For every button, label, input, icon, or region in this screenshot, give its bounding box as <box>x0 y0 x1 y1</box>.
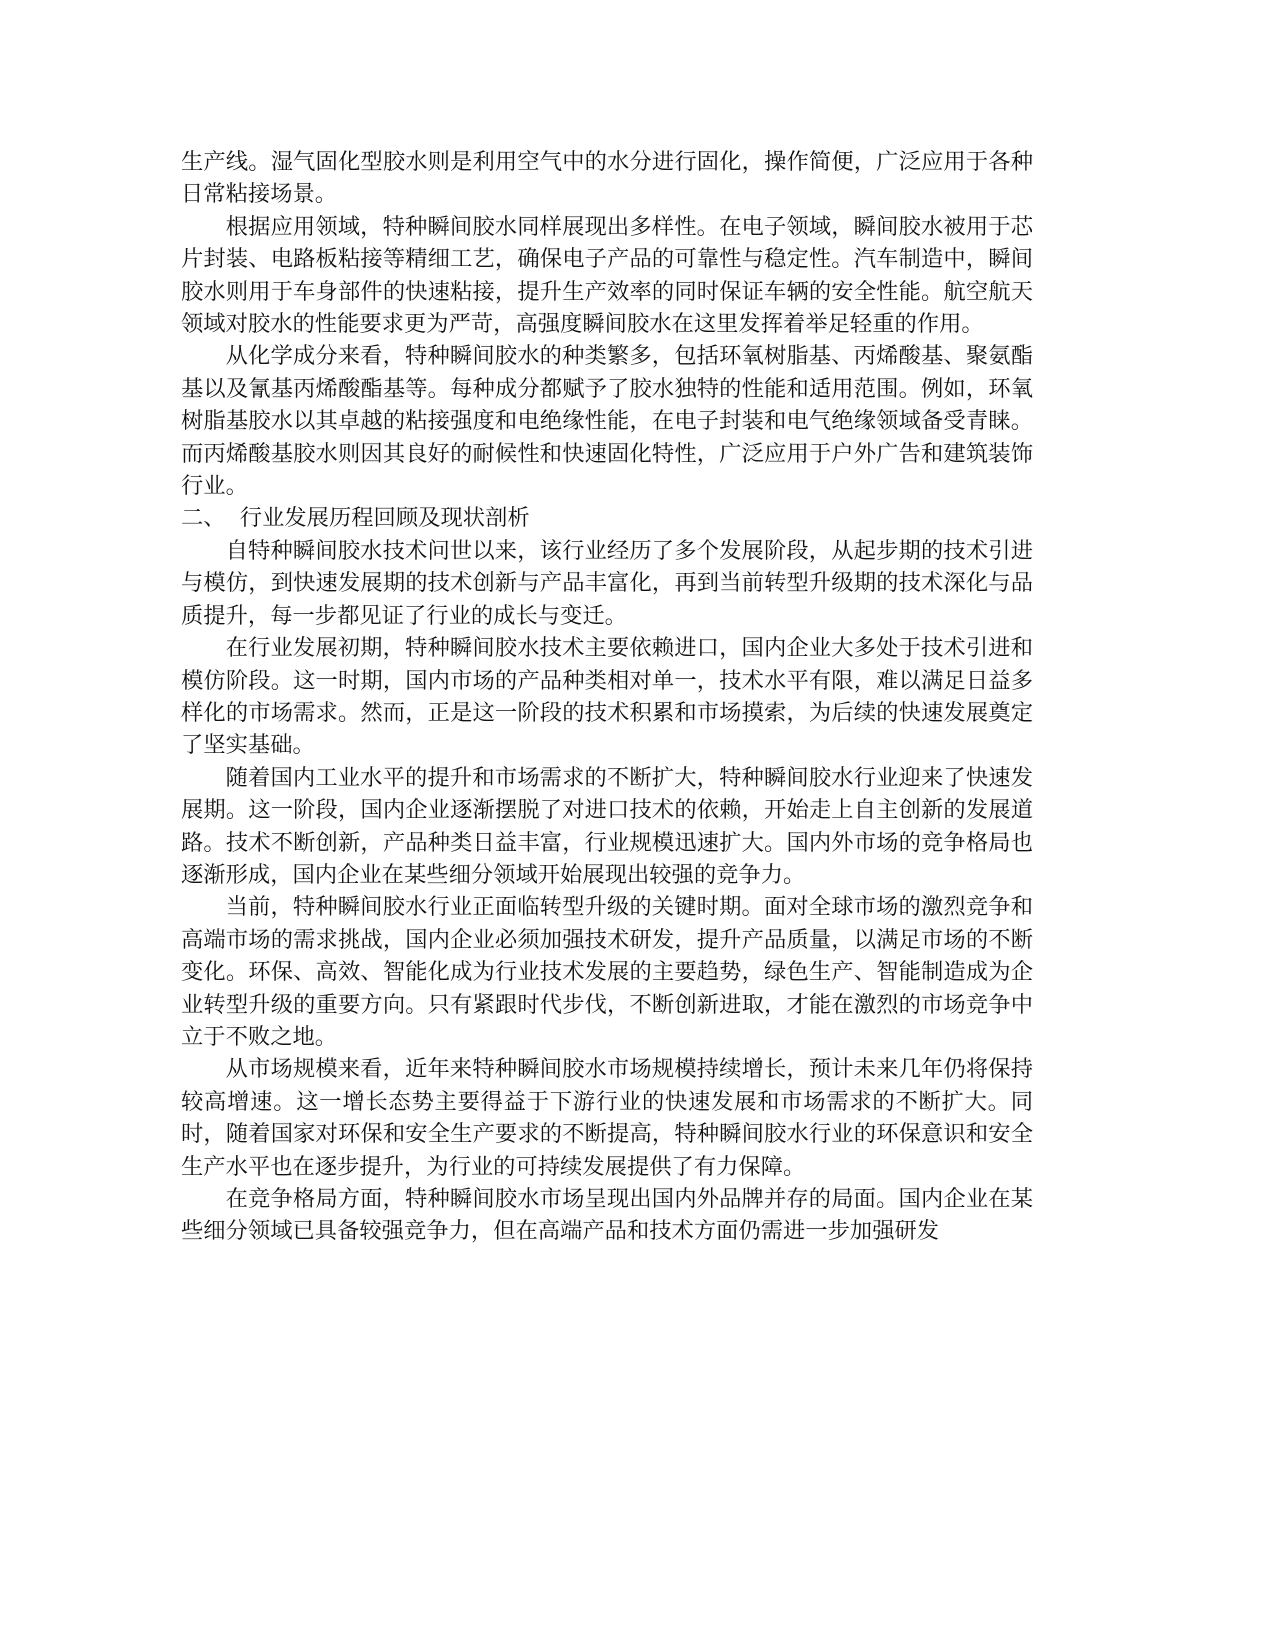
document-page <box>181 146 1033 1248</box>
paragraph-early-stage: 在行业发展初期，特种瞬间胶水技术主要依赖进口，国内企业大多处于技术引进和模仿阶段。这一时期，国内市场的产品种类相对单一，技术水平有限，难以满足日益多样化的市场需求。然而，正是这一阶段的技术积累和市场摸索，为后续的快速发展奠定了坚实基础。 <box>181 635 1033 759</box>
paragraph-rapid-growth: 随着国内工业水平的提升和市场需求的不断扩大，特种瞬间胶水行业迎来了快速发展期。这一阶段，国内企业逐渐摆脱了对进口技术的依赖，开始走上自主创新的发展道路。技术不断创新，产品种类日益丰富，行业规模迅速扩大。国内外市场的竞争格局也逐渐形成，国内企业在某些细分领域开始展现出较强的竞争力。 <box>181 764 1033 888</box>
paragraph-competition: 在竞争格局方面，特种瞬间胶水市场呈现出国内外品牌并存的局面。国内企业在某些细分领域已具备较强竞争力，但在高端产品和技术方面仍需进一步加强研发 <box>181 1186 1033 1245</box>
paragraph-market-scale: 从市场规模来看，近年来特种瞬间胶水市场规模持续增长，预计未来几年仍将保持较高增速。这一增长态势主要得益于下游行业的快速发展和市场需求的不断扩大。同时，随着国家对环保和安全生产要求的不断提高，特种瞬间胶水行业的环保意识和安全生产水平也在逐步提升，为行业的可持续发展提供了有力保障。 <box>181 1056 1033 1180</box>
paragraph-chemical-composition: 从化学成分来看，特种瞬间胶水的种类繁多，包括环氧树脂基、丙烯酸基、聚氨酯基以及氰基丙烯酸酯基等。每种成分都赋予了胶水独特的性能和适用范围。例如，环氧树脂基胶水以其卓越的粘接强度和电绝缘性能，在电子封装和电气绝缘领域备受青睐。而丙烯酸基胶水则因其良好的耐候性和快速固化特性，广泛应用于户外广告和建筑装饰行业。 <box>181 343 1033 500</box>
paragraph-current-transformation: 当前，特种瞬间胶水行业正面临转型升级的关键时期。面对全球市场的激烈竞争和高端市场的需求挑战，国内企业必须加强技术研发，提升产品质量，以满足市场的不断变化。环保、高效、智能化成为行业技术发展的主要趋势，绿色生产、智能制造成为企业转型升级的重要方向。只有紧跟时代步伐，不断创新进取，才能在激烈的市场竞争中立于不败之地。 <box>181 894 1033 1050</box>
section-heading: 二、 行业发展历程回顾及现状剖析 <box>181 505 530 532</box>
paragraph-application-fields: 根据应用领域，特种瞬间胶水同样展现出多样性。在电子领域，瞬间胶水被用于芯片封装、电路板粘接等精细工艺，确保电子产品的可靠性与稳定性。汽车制造中，瞬间胶水则用于车身部件的快速粘接，提升生产效率的同时保证车辆的安全性能。航空航天领域对胶水的性能要求更为严苛，高强度瞬间胶水在这里发挥着举足轻重的作用。 <box>181 213 1033 338</box>
paragraph-continued: 生产线。湿气固化型胶水则是利用空气中的水分进行固化，操作简便，广泛应用于各种日常粘接场景。 <box>181 149 1033 208</box>
paragraph-industry-history: 自特种瞬间胶水技术问世以来，该行业经历了多个发展阶段，从起步期的技术引进与模仿，到快速发展期的技术创新与产品丰富化，再到当前转型升级期的技术深化与品质提升，每一步都见证了行业的成长与变迁。 <box>181 537 1033 629</box>
